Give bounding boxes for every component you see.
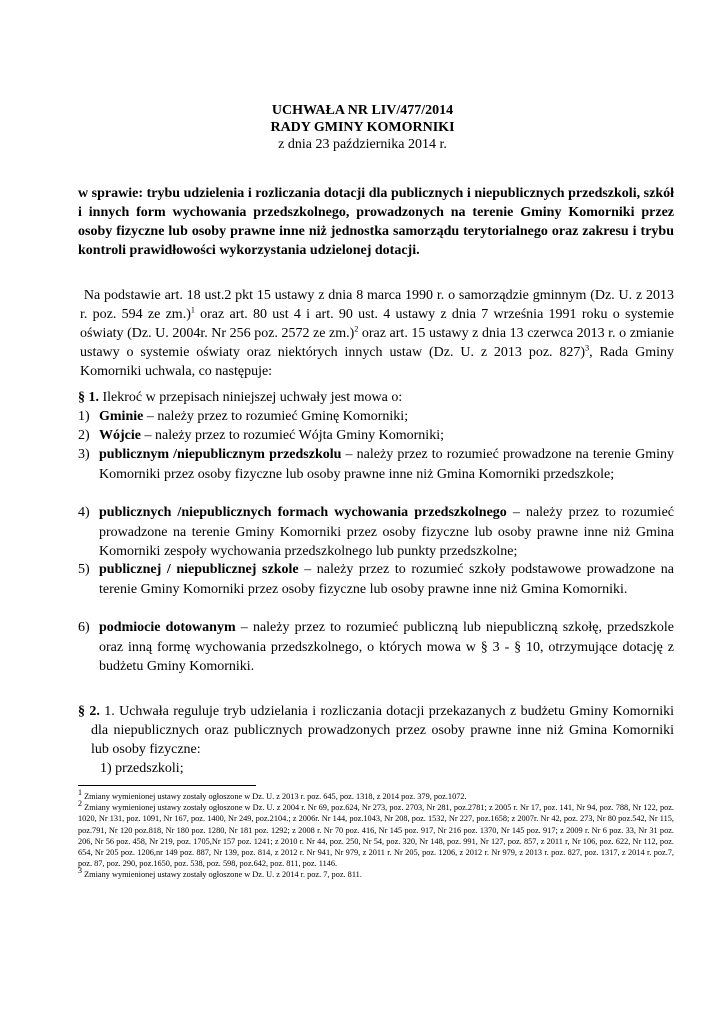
item-number: 1) bbox=[78, 409, 90, 424]
resolution-header bbox=[0, 102, 725, 153]
preamble-part-2: oraz art. 80 ust 4 i art. 90 ust. 4 ustawy z dnia 7 września 1991 roku o systemie oświaty (Dz. U. 2004r. Nr 256 poz. 2572 ze zm.) bbox=[80, 307, 675, 341]
item-term: publicznej / niepublicznej szkole bbox=[99, 562, 299, 577]
item-term: publicznym /niepublicznym przedszkolu bbox=[99, 447, 342, 462]
definition-item bbox=[78, 407, 674, 427]
footnote-3-text: Zmiany wymienionej ustawy zostały ogłoszone w Dz. U. z 2014 r. poz. 7, poz. 811. bbox=[82, 870, 362, 880]
section-2-text: 1. Uchwała reguluje tryb udzielania i rozliczania dotacji przekazanych z budżetu Gminy Komorniki dla niepublicznych oraz publicznych prowadzonych przez osoby prawne inne niż Gmina Komorniki lub osoby fizyczne: bbox=[91, 704, 674, 757]
footnotes bbox=[78, 788, 674, 881]
definition-item bbox=[78, 503, 674, 562]
footnote-ref-3: 3 bbox=[585, 343, 590, 353]
preamble-part-4: , Rada Gminy Komorniki uchwala, co następuje: bbox=[80, 345, 674, 379]
item-number: 2) bbox=[78, 428, 90, 443]
item-text: – należy przez to rozumieć szkoły podstawowe prowadzone na terenie Gminy Komorniki przez osoby fizyczne lub osoby prawne inne niż Gmina Komorniki. bbox=[99, 562, 674, 597]
section-2-subitem: 1) przedszkoli; bbox=[100, 761, 184, 776]
item-term: podmiocie dotowanym bbox=[99, 620, 236, 635]
definition-item bbox=[78, 426, 674, 446]
section-1-intro bbox=[78, 388, 674, 407]
item-number: 6) bbox=[78, 620, 90, 635]
resolution-subject: w sprawie: trybu udzielenia i rozliczania dotacji dla publicznych i niepublicznych przedszkoli, szkół i innych form wychowania przedszkolnego, prowadzonych na terenie Gminy Komorniki przez osoby fizyczne lub osoby prawne inne niż jednostka samorządu terytorialnego oraz zakresu i trybu kontroli prawidłowości wykorzystania udzielonej dotacji. bbox=[78, 186, 674, 258]
legal-basis-preamble bbox=[80, 286, 674, 381]
section-2 bbox=[78, 702, 674, 759]
resolution-number: UCHWAŁA NR LIV/477/2014 bbox=[271, 103, 454, 118]
footnote-1 bbox=[78, 788, 674, 802]
definition-item bbox=[78, 445, 674, 484]
item-number: 5) bbox=[78, 562, 90, 577]
item-term: Gminie bbox=[99, 409, 144, 424]
item-text: – należy przez to rozumieć Wójta Gminy Komorniki; bbox=[140, 428, 444, 443]
council-name: RADY GMINY KOMORNIKI bbox=[270, 120, 455, 135]
item-term: Wójcie bbox=[99, 428, 141, 443]
item-text: – należy przez to rozumieć prowadzone na terenie Gminy Komorniki przez osoby fizyczne lub osoby prawne inne niż Gmina Komorniki przedszkole; bbox=[99, 447, 674, 482]
footnote-1-number: 1 bbox=[78, 788, 82, 798]
definition-item bbox=[78, 618, 674, 677]
section-1-intro-text: Ilekroć w przepisach niniejszej uchwały jest mowa o: bbox=[99, 390, 403, 405]
item-term: publicznych /niepublicznych formach wychowania przedszkolnego bbox=[99, 505, 507, 520]
footnote-2-number: 2 bbox=[78, 799, 82, 809]
definition-item bbox=[78, 560, 674, 599]
resolution-date: z dnia 23 października 2014 r. bbox=[278, 137, 447, 152]
preamble-part-1: Na podstawie art. 18 ust.2 pkt 15 ustawy z dnia 8 marca 1990 r. o samorządzie gminnym (Dz. U. z 2013 r. poz. 594 ze zm.) bbox=[80, 288, 675, 322]
footnote-separator bbox=[78, 785, 256, 786]
item-text: – należy przez to rozumieć publiczną lub niepubliczną szkołę, przedszkole oraz inną formę wychowania przedszkolnego, o których mowa w § 3 - § 10, otrzymujące dotację z budżetu Gminy Komorniki. bbox=[99, 620, 675, 674]
footnote-ref-2: 2 bbox=[354, 324, 359, 334]
preamble-part-3: oraz art. 15 ustawy z dnia 13 czerwca 2013 r. o zmianie ustawy o systemie oświaty oraz niektórych innych ustaw (Dz. U. z 2013 poz. 827) bbox=[80, 326, 674, 360]
item-text: – należy przez to rozumieć prowadzone na terenie Gminy Komorniki przez osoby fizyczne lub osoby prawne inne niż Gmina Komorniki zespoły wychowania przedszkolnego lub punkty przedszkolne; bbox=[99, 505, 675, 559]
footnote-3-number: 3 bbox=[78, 866, 82, 876]
footnote-2-text: Zmiany wymienionej ustawy zostały ogłoszone w Dz. U. z 2004 r. Nr 69, poz.624, Nr 273, poz. 2703, Nr 281, poz.2781; z 2005 r. Nr 17, poz. 141, Nr 94, poz. 788, Nr 122, poz. 1020, Nr 131, poz. 1091, Nr 167, poz. 1400, Nr 249, poz.2104.; z 2006r. Nr 144, poz.1043, Nr 208, poz. 1532, Nr 227, poz.1658; z 2007r. Nr 42, poz. 273, Nr 80 poz.542, Nr 115, poz.791, Nr 120 poz.818, Nr 180 poz. 1280, Nr 181 poz. 1292; z 2008 r. Nr 70 poz. 416, Nr 145 poz. 917, Nr 216 poz. 1370, Nr 145 poz. 917; z 2009 r. Nr 6 poz. 33, Nr 31 poz. 206, Nr 56 poz. 458, Nr 219, poz. 1705,Nr 157 poz. 1241; z 2010 r. Nr 44, poz. 250, Nr 54, poz. 320, Nr 148, poz. 991, Nr 127, poz. 857, z 2011 r, Nr 106, poz. 622, Nr 112, poz. 654, Nr 205 poz. 1206,nr 149 poz. 887, Nr 139, poz. 814, z 2012 r. Nr 941, Nr 979, z 2011 r. Nr 205, poz. 1206, z 2012 r. Nr 979, z 2013 r. poz. 827, poz. 1317, z 2014 r. poz.7, poz. 87, poz. 290, poz.1650, poz. 538, poz. 598, poz.642, poz. 811, poz. 1146. bbox=[78, 803, 674, 869]
item-number: 3) bbox=[78, 447, 90, 462]
footnote-1-text: Zmiany wymienionej ustawy zostały ogłoszone w Dz. U. z 2013 r. poz. 645, poz. 1318, z 2014 poz. 379, poz.1072. bbox=[82, 792, 467, 801]
section-2-label: § 2. bbox=[78, 704, 100, 719]
footnote-3 bbox=[78, 866, 674, 880]
item-text: – należy przez to rozumieć Gminę Komorniki; bbox=[143, 409, 409, 424]
footnote-2 bbox=[78, 799, 674, 869]
footnote-ref-1: 1 bbox=[190, 305, 195, 315]
item-number: 4) bbox=[78, 505, 90, 520]
section-1-label: § 1. bbox=[78, 390, 99, 405]
